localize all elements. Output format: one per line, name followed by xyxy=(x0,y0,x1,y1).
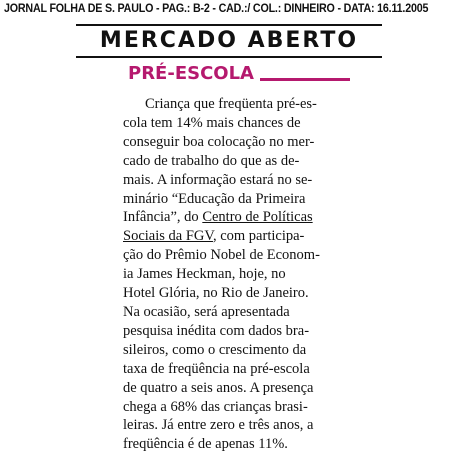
article-line: ção do Prêmio Nobel de Econom- xyxy=(123,247,320,264)
article-line: freqüência é de apenas 11%. xyxy=(123,436,288,453)
article-line: Criança que freqüenta pré-es- xyxy=(145,96,317,112)
article-line xyxy=(123,227,383,246)
article-line: leiras. Já entre zero e três anos, a xyxy=(123,417,314,434)
article-line: Hotel Glória, no Rio de Janeiro. xyxy=(123,285,309,302)
article-line: cola tem 14% mais chances de xyxy=(123,114,301,131)
column-title: MERCADO ABERTO xyxy=(99,28,359,53)
article-text: , com participa- xyxy=(212,228,305,245)
article-line: de quatro a seis anos. A presença xyxy=(123,379,314,396)
title-bottom-rule xyxy=(76,56,382,58)
article-line: Na ocasião, será apresentada xyxy=(123,303,290,320)
article-line: cado de trabalho do que as de- xyxy=(123,152,300,169)
newspaper-clipping-header: JORNAL FOLHA DE S. PAULO - PAG.: B-2 - CAD.:/ COL.: DINHEIRO - DATA: 16.11.2005 xyxy=(4,3,429,15)
article-line: ia James Heckman, hoje, no xyxy=(123,266,286,283)
article-line: pesquisa inédita com dados bra- xyxy=(123,322,310,339)
article-line: conseguir boa colocação no mer- xyxy=(123,133,315,150)
article-line: sileiros, como o crescimento da xyxy=(123,341,307,358)
article-line: minário “Educação da Primeira xyxy=(123,190,306,207)
article-line: mais. A informação estará no se- xyxy=(123,171,313,188)
article-line: taxa de freqüência na pré-escola xyxy=(123,360,310,377)
fgv-center-link-part-1: Centro de Políticas xyxy=(202,209,313,226)
section-heading: PRÉ-ESCOLA xyxy=(128,62,260,86)
article-text: Infância”, do xyxy=(123,209,203,226)
article-line: chega a 68% das crianças brasi- xyxy=(123,398,308,415)
article-line xyxy=(123,208,383,227)
article-body xyxy=(123,95,383,454)
fgv-center-link-part-2: Sociais da FGV xyxy=(123,228,213,245)
